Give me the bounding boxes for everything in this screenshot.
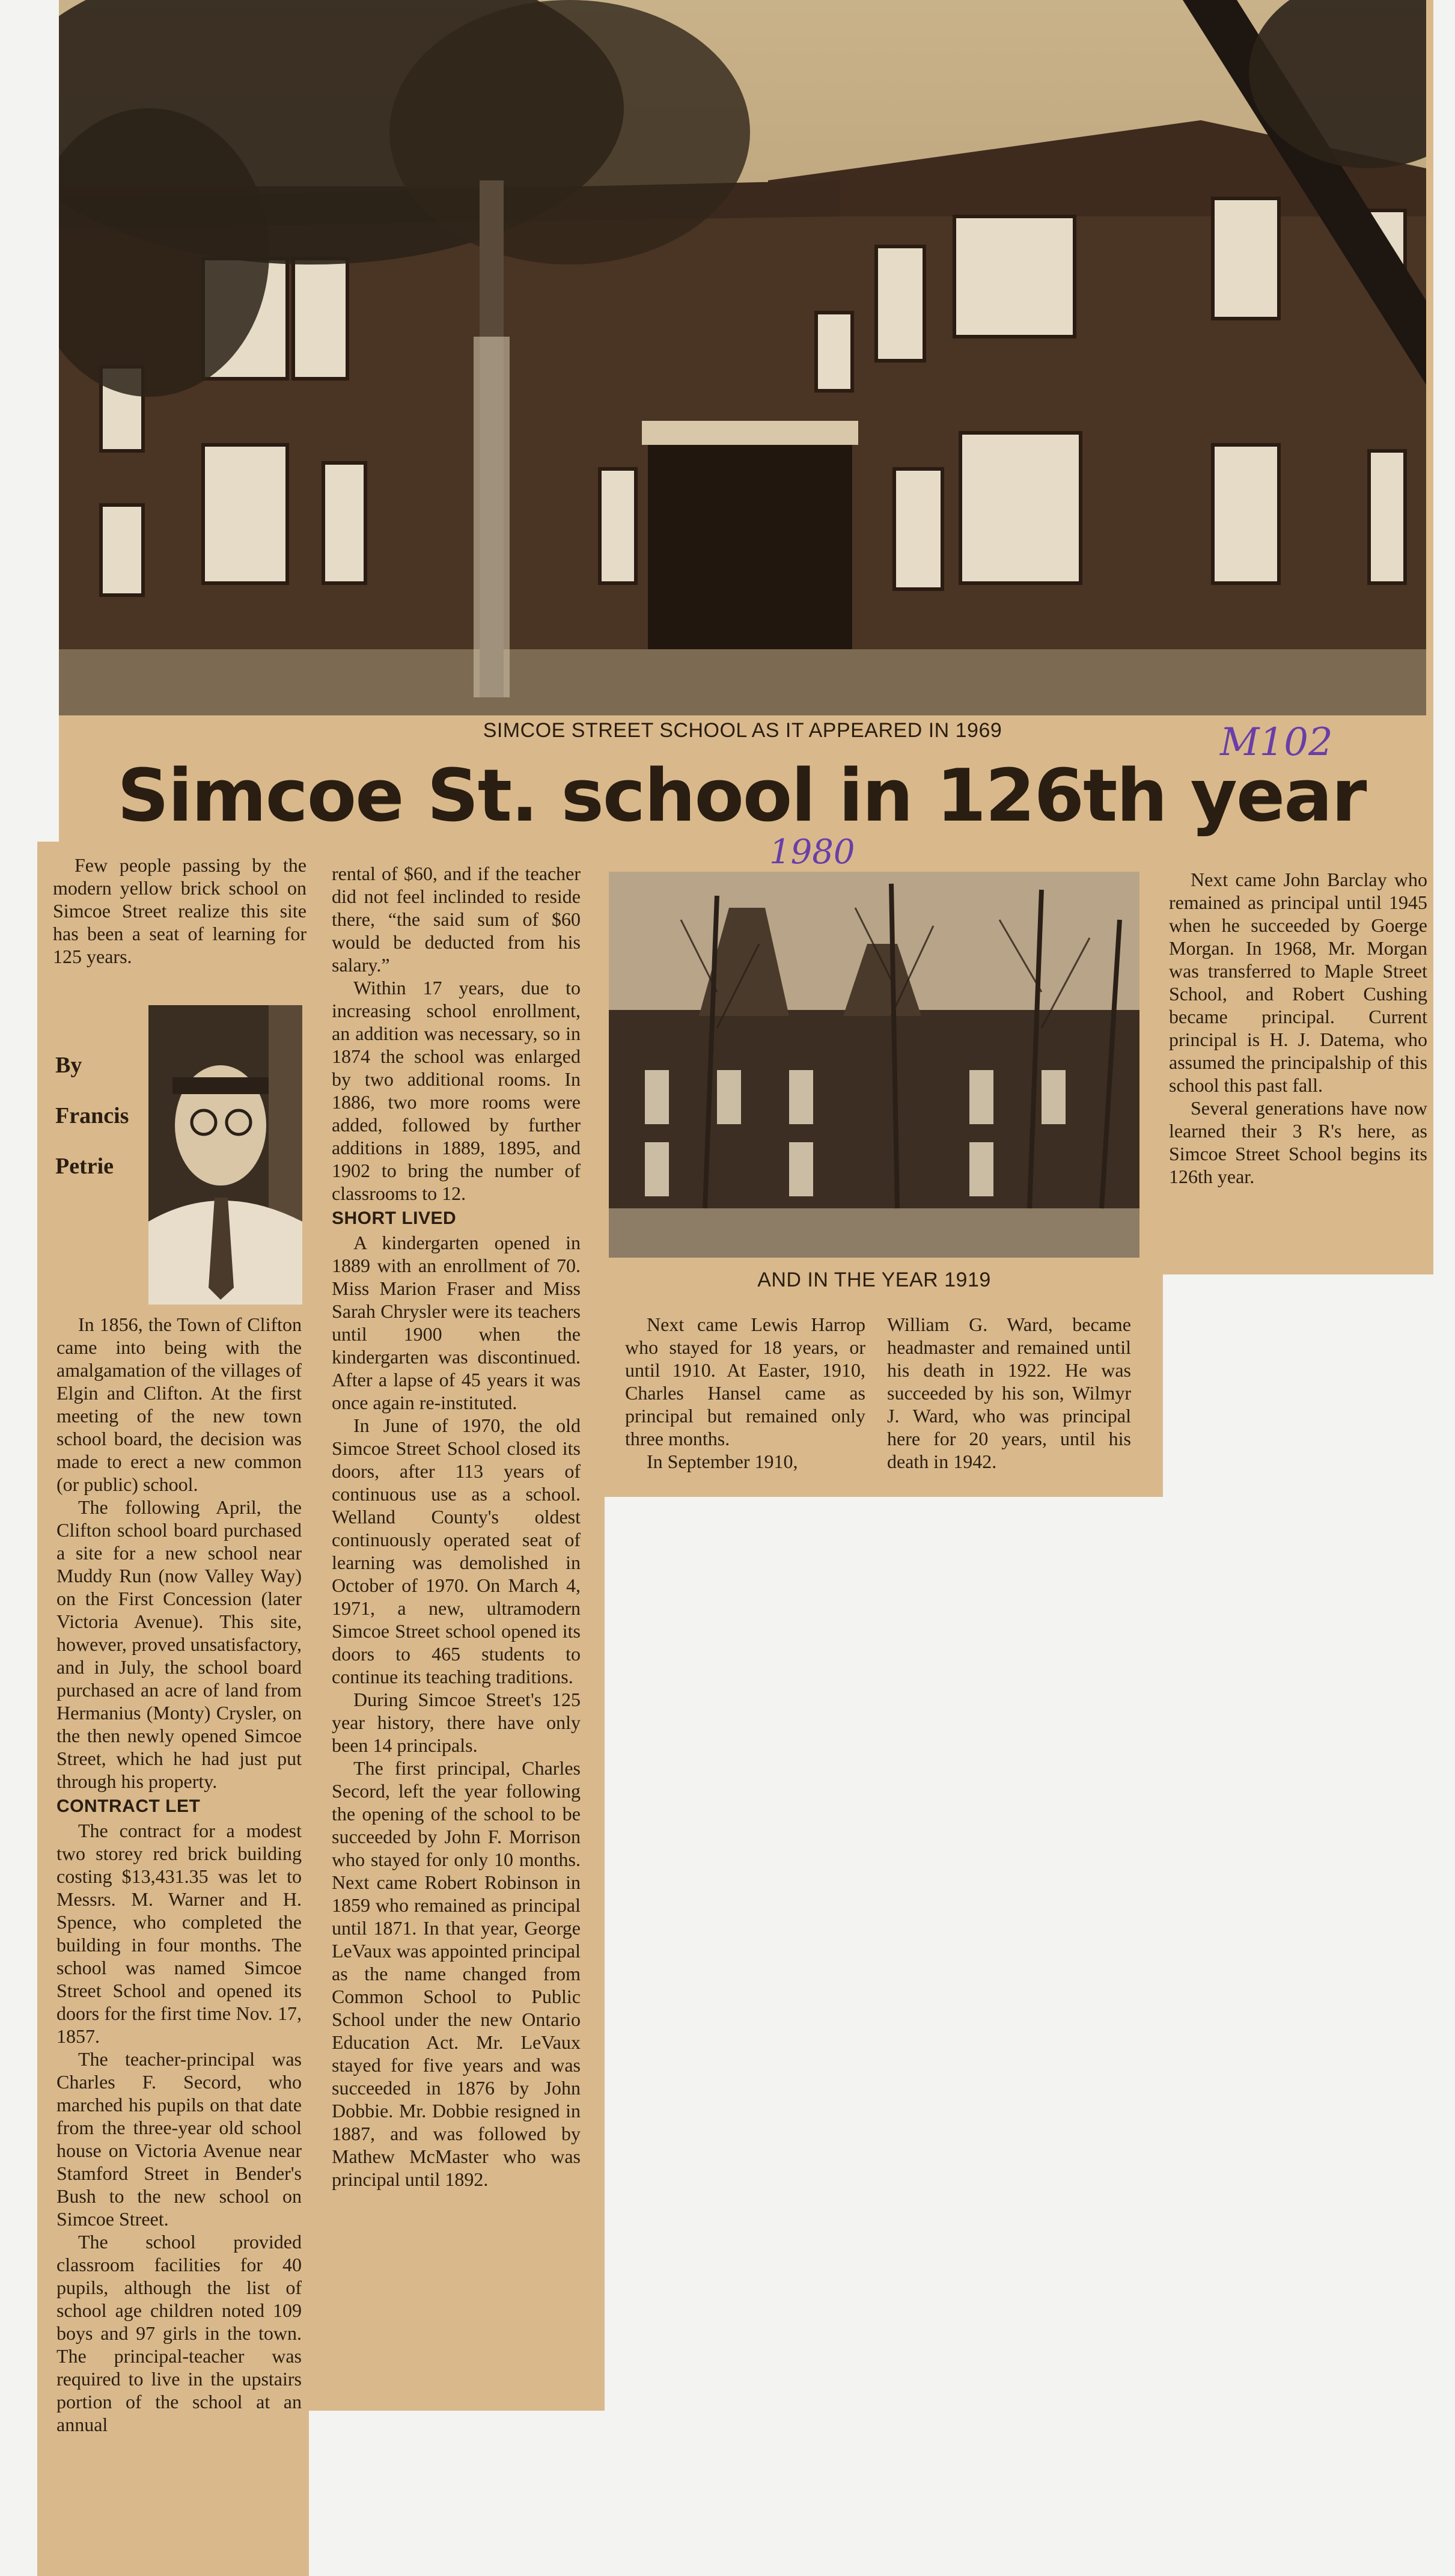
paragraph: William G. Ward, became headmaster and remained until his death in 1922. He was succeeded by his son, Wilmyr J. Ward, who was principal here for 20 years, until his death in 1942.: [887, 1314, 1131, 1472]
paragraph: Several generations have now learned their 3 R's here, as Simcoe Street School begins its 126th year.: [1169, 1097, 1427, 1187]
byline-first-name: Francis: [55, 1103, 129, 1128]
paragraph: Next came John Barclay who remained as principal until 1945 when he succeeded by Goerge Morgan. In 1968, Mr. Morgan was transferred to Maple Street School, and Robert Cushing became principal. Current principal is H. J. Datema, who assumed the principalship of this school this past fall.: [1169, 869, 1427, 1096]
column-2: [332, 862, 581, 2191]
byline-last-name: Petrie: [55, 1154, 114, 1179]
paragraph: The contract for a modest two storey red brick building costing $13,431.35 was let to Messrs. M. Warner and H. Spence, who completed the building in four months. The school was named Simcoe Street School and opened its doors for the first time Nov. 17, 1857.: [56, 1820, 302, 2047]
column-1-body: [56, 1313, 302, 2436]
paragraph: In June of 1970, the old Simcoe Street School closed its doors, after 113 years of continuous use as a school. Welland County's oldest continuously operated seat of learning was demolished in October of 1970. On March 4, 1971, a new, ultramodern Simcoe Street school opened its doors to 465 students to continue its teaching traditions.: [332, 1415, 581, 1687]
subhead-short-lived: SHORT LIVED: [332, 1208, 457, 1228]
paragraph: In 1856, the Town of Clifton came into being with the amalgamation of the villages of Elgin and Clifton. At the first meeting of the new town school board, the decision was made to erect a new common (or public) school.: [56, 1314, 302, 1495]
paragraph: Within 17 years, due to increasing school enrollment, an addition was necessary, so in 1874 the school was enlarged by two additional rooms. In 1886, two more rooms were added, followed by further additions in 1889, 1895, and 1902 to bring the number of classrooms to 12.: [332, 977, 581, 1204]
paragraph: A kindergarten opened in 1889 with an enrollment of 70. Miss Marion Fraser and Miss Sarah Chrysler were its teachers until 1900 when the kindergarten was discontinued. After a lapse of 45 years it was once again re-instituted.: [332, 1232, 581, 1413]
handwritten-year: 1980: [769, 833, 855, 872]
photo-school-1969: [59, 0, 1426, 715]
paragraph: In September 1910,: [647, 1451, 798, 1472]
paragraph: Next came Lewis Harrop who stayed for 18 years, or until 1910. At Easter, 1910, Charles Hansel came as principal but remained only three months.: [625, 1314, 865, 1449]
paragraph: During Simcoe Street's 125 year history, there have only been 14 principals.: [332, 1689, 581, 1756]
paragraph: The school provided classroom facilities for 40 pupils, although the list of school age children noted 109 boys and 97 girls in the town. The principal-teacher was required to live in the upstairs portion of the school at an annual: [56, 2231, 302, 2435]
byline-by: By: [55, 1053, 82, 1078]
author-portrait: [148, 1005, 302, 1305]
school-1919-image: [609, 872, 1139, 1258]
headline: Simcoe St. school in 126th year: [117, 754, 1366, 838]
paragraph: The following April, the Clifton school board purchased a site for a new school near Muddy Run (now Valley Way) on the First Concession (later Victoria Avenue). This site, however, proved unsatisfactory, and in July, the school board purchased an acre of land from Hermanius (Monty) Crysler, on the then newly opened Simcoe Street, which he had just put through his property.: [56, 1496, 302, 1792]
byline: [55, 1046, 129, 1186]
column-5: [1169, 868, 1427, 1188]
photo-top-caption: SIMCOE STREET SCHOOL AS IT APPEARED IN 1969: [483, 719, 1002, 742]
paragraph: The first principal, Charles Secord, left the year following the opening of the school to be succeeded by John F. Morrison who stayed for only 10 months. Next came Robert Robinson in 1859 who remained as principal until 1871. In that year, George LeVaux was appointed principal as the name changed from Common School to Public School under the new Ontario Education Act. Mr. LeVaux stayed for five years and was succeeded in 1876 by John Dobbie. Mr. Dobbie resigned in 1887, and was followed by Mathew McMaster who was principal until 1892.: [332, 1757, 581, 2190]
intro-paragraph: Few people passing by the modern yellow brick school on Simcoe Street realize this site has been a seat of learning for 125 years.: [53, 854, 307, 967]
archive-mark: M102: [1220, 720, 1333, 765]
paragraph: rental of $60, and if the teacher did not feel inclinded to reside there, “the said sum of $60 would be deducted from his salary.”: [332, 863, 581, 976]
column-1-intro: [53, 854, 307, 968]
photo-mid-caption: AND IN THE YEAR 1919: [757, 1268, 991, 1291]
photo-school-1919: [609, 872, 1139, 1258]
school-1969-image: [59, 0, 1426, 715]
author-portrait-image: [148, 1005, 302, 1305]
column-3: [625, 1313, 865, 1473]
subhead-contract-let: CONTRACT LET: [56, 1796, 201, 1816]
paragraph: The teacher-principal was Charles F. Secord, who marched his pupils on that date from the three-year old school house on Victoria Avenue near Stamford Street in Bender's Bush to the new school on Simcoe Street.: [56, 2048, 302, 2230]
column-4: [887, 1313, 1131, 1473]
